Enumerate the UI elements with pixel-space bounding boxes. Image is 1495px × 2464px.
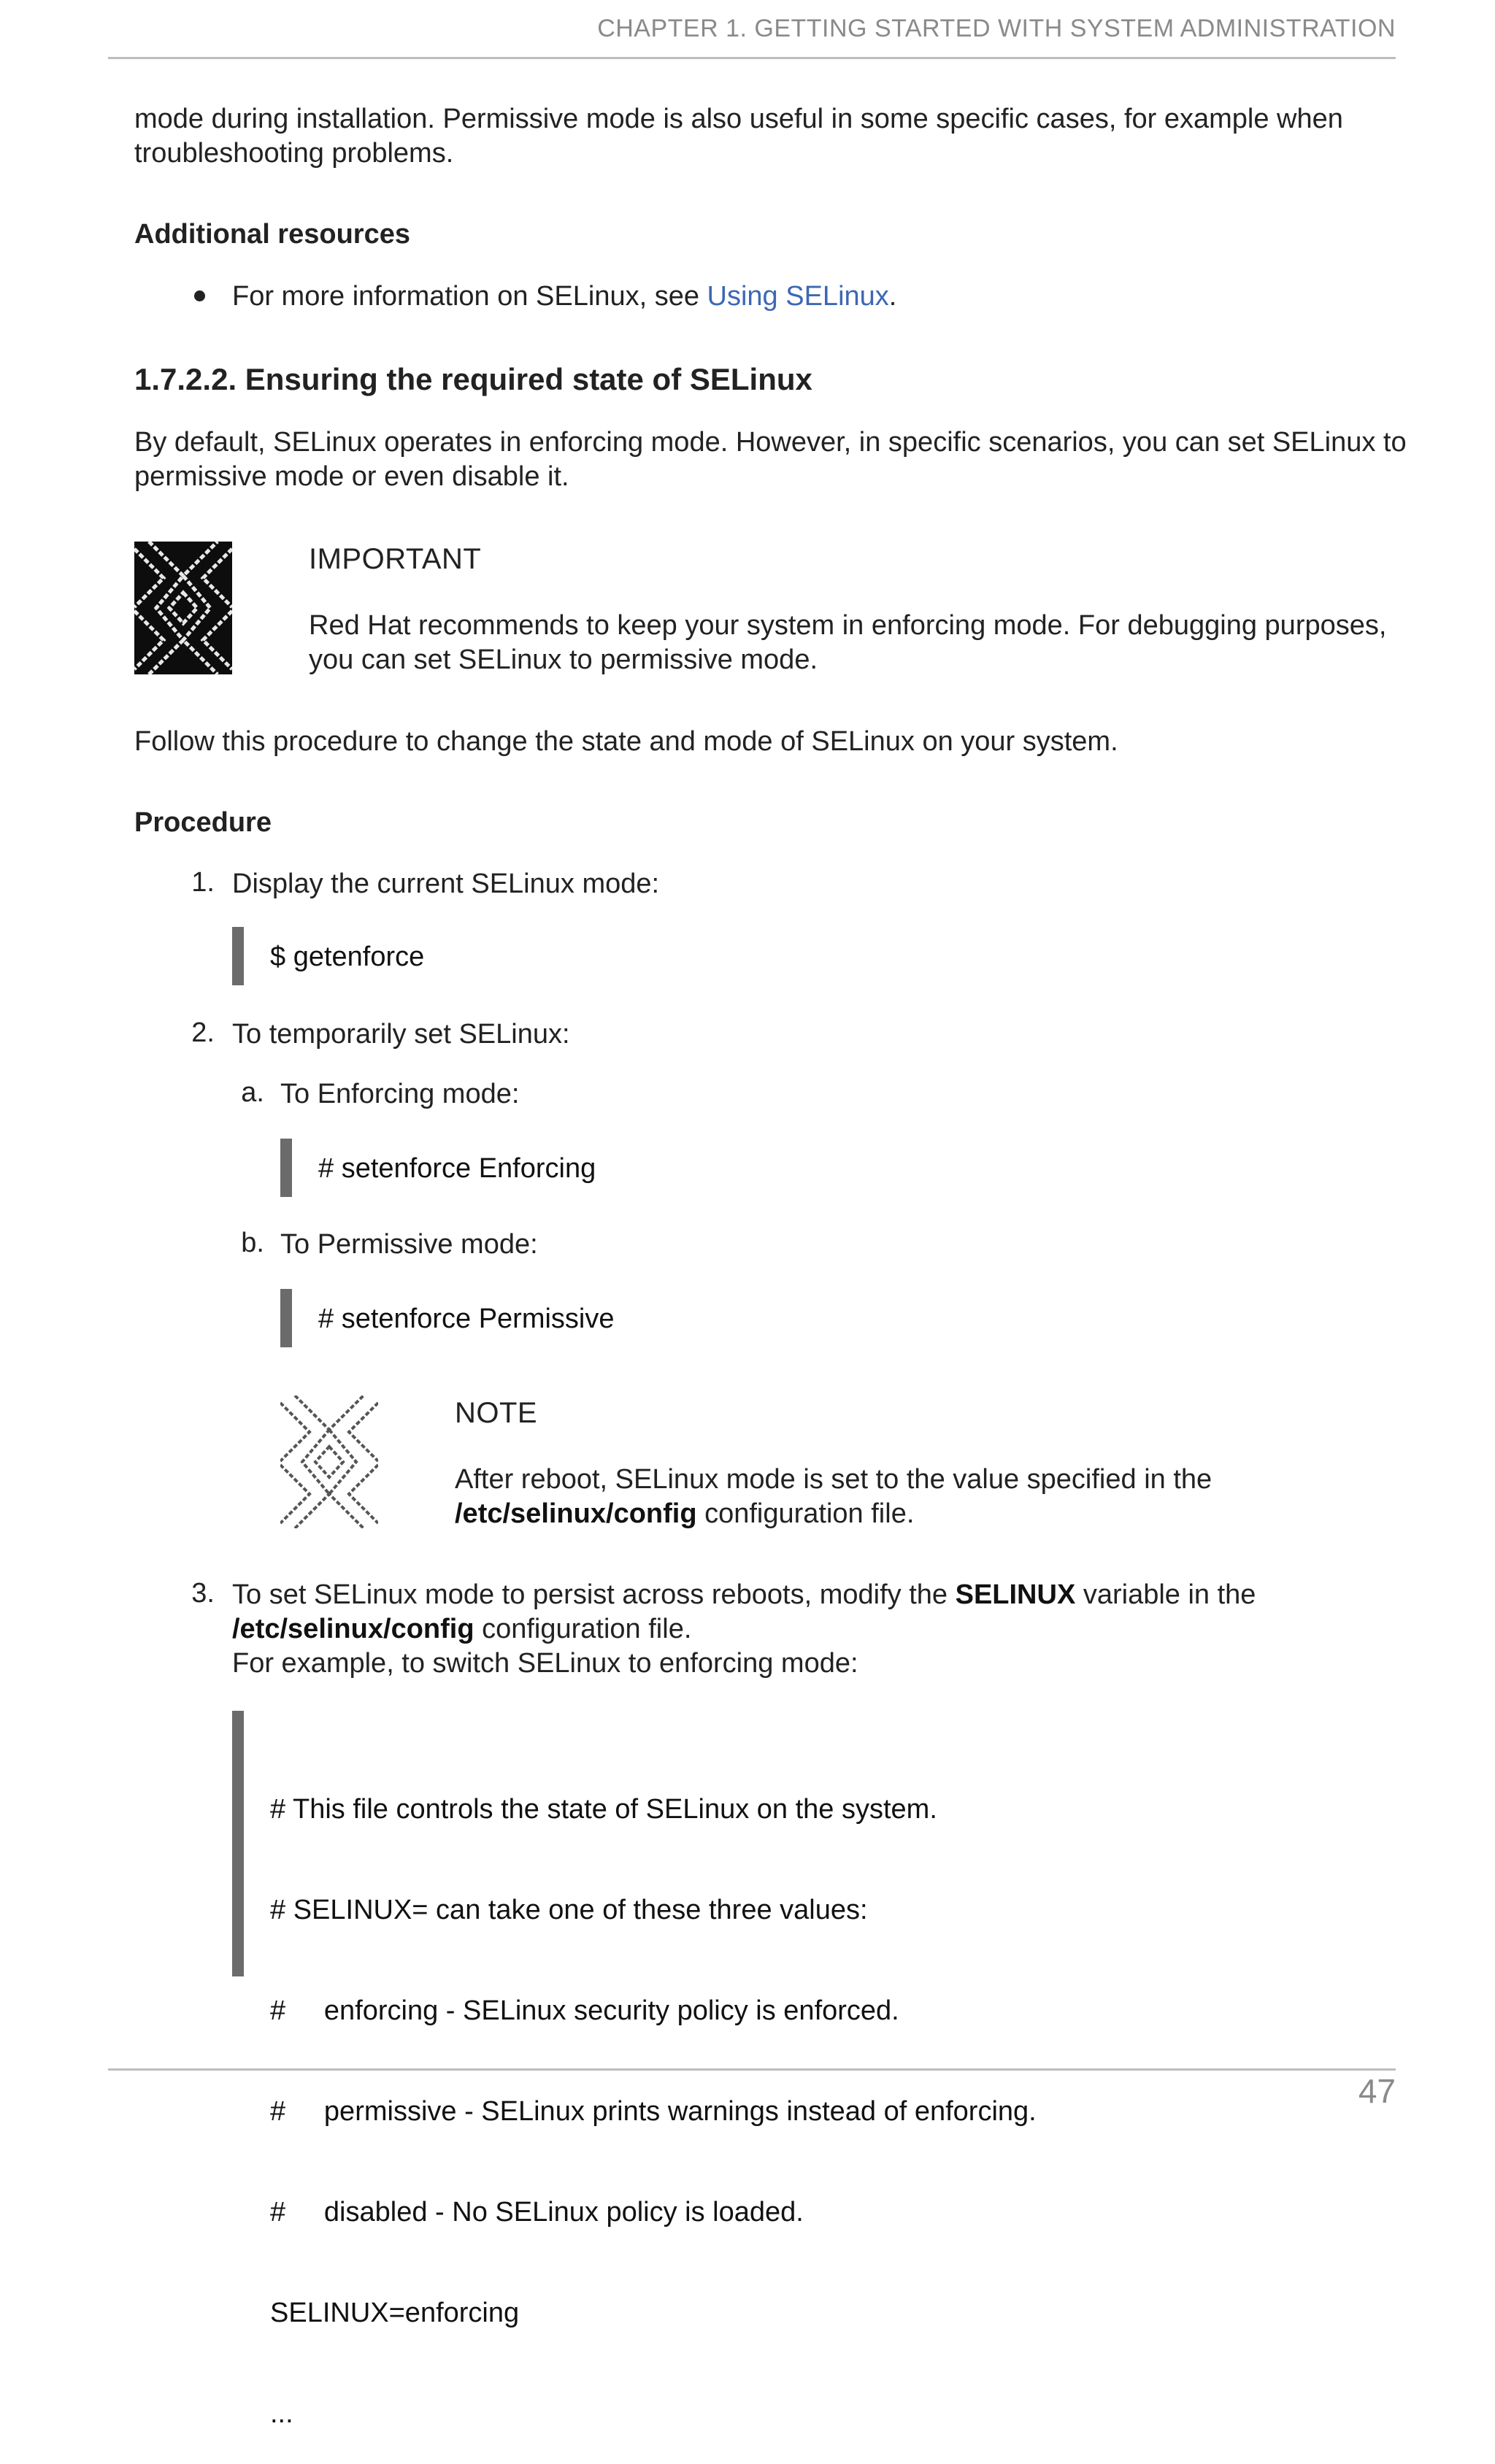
note-path-4: config <box>613 1498 697 1529</box>
section-heading: 1.7.2.2. Ensuring the required state of SELinux <box>134 362 812 396</box>
config-code-line: ... <box>270 2398 293 2429</box>
note-line-1: After reboot, SELinux mode is set to the value specified in the <box>455 1464 1212 1495</box>
step-3-path-3: / <box>383 1614 391 1644</box>
using-selinux-link[interactable]: Using SELinux <box>707 281 889 312</box>
page-number: 47 <box>1358 2072 1396 2110</box>
step-3-line-2 <box>232 1612 1256 1647</box>
step-3-number: 3. <box>191 1578 215 1609</box>
step-3-line-3: For example, to switch SELinux to enforcing mode: <box>232 1648 858 1679</box>
note-line-2 <box>455 1497 1212 1531</box>
intro-line-1: mode during installation. Permissive mode is also useful in some specific cases, for example when <box>134 104 1343 134</box>
step-3-line-2-suffix: configuration file. <box>474 1614 692 1644</box>
config-code-line: # SELINUX= can take one of these three values: <box>270 1895 868 1925</box>
step-2b-text: To Permissive mode: <box>280 1229 538 1260</box>
code-block-bar <box>280 1289 292 1347</box>
important-line-1: Red Hat recommends to keep your system in enforcing mode. For debugging purposes, <box>309 610 1387 641</box>
code-block-bar <box>232 927 244 985</box>
section-paragraph <box>134 426 1407 494</box>
important-icon <box>134 542 232 674</box>
step-2b-label: b. <box>241 1228 264 1258</box>
note-title: NOTE <box>455 1397 538 1429</box>
selinux-variable: SELINUX <box>955 1579 1076 1610</box>
procedure-heading: Procedure <box>134 807 272 838</box>
intro-paragraph <box>134 102 1343 171</box>
config-code-line: # enforcing - SELinux security policy is enforced. <box>270 1995 899 2026</box>
follow-paragraph: Follow this procedure to change the state and mode of SELinux on your system. <box>134 726 1118 757</box>
step-3-text <box>232 1578 1256 1681</box>
step-2-text: To temporarily set SELinux: <box>232 1019 570 1050</box>
step-2a-text: To Enforcing mode: <box>280 1079 520 1109</box>
note-path-1: /etc/ <box>455 1498 511 1529</box>
section-line-1: By default, SELinux operates in enforcing mode. However, in specific scenarios, you can set SELinux to <box>134 427 1407 458</box>
config-code-line: SELINUX=enforcing <box>270 2298 520 2328</box>
important-title: IMPORTANT <box>309 543 482 575</box>
step-2-number: 2. <box>191 1017 215 1048</box>
additional-resources-heading: Additional resources <box>134 219 410 250</box>
note-body <box>455 1463 1212 1531</box>
code-block-bar <box>280 1139 292 1197</box>
step-3-path-2: selinux <box>288 1614 383 1644</box>
note-path-2: selinux <box>510 1498 606 1529</box>
config-code-line: # permissive - SELinux prints warnings instead of enforcing. <box>270 2096 1037 2127</box>
important-body <box>309 609 1386 677</box>
step-1-text: Display the current SELinux mode: <box>232 869 660 899</box>
code-block-bar <box>232 1711 244 1976</box>
chapter-header: CHAPTER 1. GETTING STARTED WITH SYSTEM ADMINISTRATION <box>597 15 1396 42</box>
header-divider <box>108 57 1396 59</box>
step-3-path-4: config <box>391 1614 474 1644</box>
code-getenforce: $ getenforce <box>270 942 425 972</box>
config-code-block <box>270 1725 1037 2464</box>
important-line-2: you can set SELinux to permissive mode. <box>309 644 818 675</box>
footer-divider <box>108 2068 1396 2071</box>
step-3-line-1-prefix: To set SELinux mode to persist across reboots, modify the <box>232 1579 956 1610</box>
resource-item-prefix: For more information on SELinux, see <box>232 281 707 312</box>
step-2a-label: a. <box>241 1077 264 1108</box>
step-1-number: 1. <box>191 867 215 898</box>
section-line-2: permissive mode or even disable it. <box>134 461 569 492</box>
code-setenforce-enforcing: # setenforce Enforcing <box>318 1153 596 1184</box>
note-line-2-suffix: configuration file. <box>696 1498 915 1529</box>
note-path-3: / <box>606 1498 614 1529</box>
config-code-line: # disabled - No SELinux policy is loaded. <box>270 2197 804 2228</box>
step-3-line-1-suffix: variable in the <box>1075 1579 1256 1610</box>
note-icon <box>280 1395 378 1528</box>
step-3-line-1 <box>232 1578 1256 1612</box>
resource-item-suffix: . <box>888 281 897 312</box>
code-setenforce-permissive: # setenforce Permissive <box>318 1304 615 1334</box>
config-code-line: # This file controls the state of SELinux on the system. <box>270 1794 937 1825</box>
step-3-path-1: /etc/ <box>232 1614 288 1644</box>
bullet-icon <box>194 290 205 301</box>
intro-line-2: troubleshooting problems. <box>134 138 454 169</box>
resource-item <box>232 280 896 314</box>
